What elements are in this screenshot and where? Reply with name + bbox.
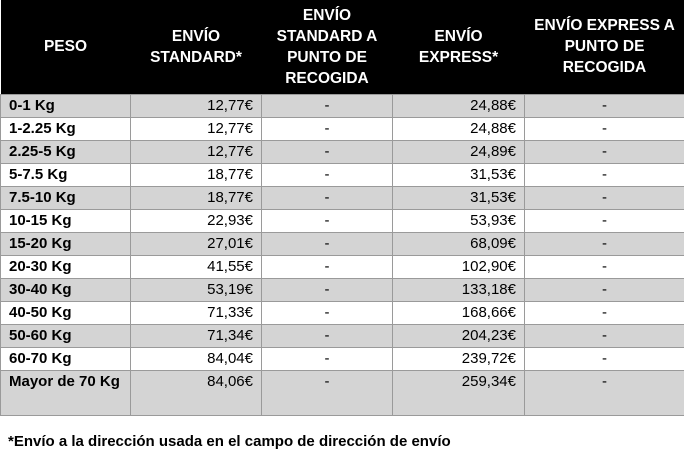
- cell-envio-standard-punto: -: [262, 255, 393, 278]
- table-row: [1, 278, 684, 301]
- cell-envio-standard: 84,04€: [131, 347, 262, 370]
- cell-envio-express-punto: -: [525, 324, 684, 347]
- cell-envio-standard-punto: -: [262, 186, 393, 209]
- cell-peso: 2.25-5 Kg: [1, 140, 131, 163]
- table-row: [1, 232, 684, 255]
- cell-envio-standard-punto: -: [262, 370, 393, 415]
- cell-envio-standard-punto: -: [262, 117, 393, 140]
- header-envio-express: ENVÍO EXPRESS*: [418, 27, 499, 66]
- table-row: [1, 370, 684, 415]
- table-row: [1, 140, 684, 163]
- cell-envio-standard: 18,77€: [131, 163, 262, 186]
- cell-envio-express-punto: -: [525, 301, 684, 324]
- table-body: [1, 94, 684, 415]
- cell-peso: Mayor de 70 Kg: [1, 370, 131, 415]
- table-row: [1, 117, 684, 140]
- table-row: [1, 94, 684, 117]
- cell-envio-express-punto: -: [525, 186, 684, 209]
- cell-envio-standard-punto: -: [262, 301, 393, 324]
- cell-envio-express: 68,09€: [393, 232, 525, 255]
- cell-peso: 10-15 Kg: [1, 209, 131, 232]
- table-row: [1, 324, 684, 347]
- cell-envio-standard-punto: -: [262, 232, 393, 255]
- header-peso: PESO: [43, 38, 88, 56]
- table-row: [1, 209, 684, 232]
- cell-envio-standard: 27,01€: [131, 232, 262, 255]
- cell-envio-express-punto: -: [525, 370, 684, 415]
- cell-envio-express-punto: -: [525, 209, 684, 232]
- cell-envio-express-punto: -: [525, 140, 684, 163]
- cell-envio-express: 239,72€: [393, 347, 525, 370]
- cell-envio-standard: 41,55€: [131, 255, 262, 278]
- cell-envio-express: 31,53€: [393, 163, 525, 186]
- cell-envio-standard: 71,33€: [131, 301, 262, 324]
- cell-peso: 30-40 Kg: [1, 278, 131, 301]
- cell-envio-express: 53,93€: [393, 209, 525, 232]
- cell-peso: 7.5-10 Kg: [1, 186, 131, 209]
- cell-envio-express: 168,66€: [393, 301, 525, 324]
- cell-envio-express-punto: -: [525, 255, 684, 278]
- cell-peso: 15-20 Kg: [1, 232, 131, 255]
- cell-envio-standard: 12,77€: [131, 94, 262, 117]
- cell-peso: 0-1 Kg: [1, 94, 131, 117]
- table-row: [1, 347, 684, 370]
- cell-envio-express-punto: -: [525, 278, 684, 301]
- table-row: [1, 255, 684, 278]
- cell-peso: 40-50 Kg: [1, 301, 131, 324]
- cell-envio-standard: 12,77€: [131, 140, 262, 163]
- table-row: [1, 163, 684, 186]
- cell-envio-standard-punto: -: [262, 209, 393, 232]
- table-header: [1, 0, 684, 94]
- cell-envio-express: 24,88€: [393, 94, 525, 117]
- cell-peso: 20-30 Kg: [1, 255, 131, 278]
- cell-envio-express-punto: -: [525, 347, 684, 370]
- cell-envio-express: 24,89€: [393, 140, 525, 163]
- cell-envio-standard: 53,19€: [131, 278, 262, 301]
- header-row: [1, 0, 684, 94]
- cell-envio-express-punto: -: [525, 117, 684, 140]
- cell-envio-standard: 71,34€: [131, 324, 262, 347]
- cell-envio-express: 133,18€: [393, 278, 525, 301]
- cell-envio-express-punto: -: [525, 94, 684, 117]
- cell-envio-express: 204,23€: [393, 324, 525, 347]
- table-row: [1, 301, 684, 324]
- cell-envio-standard-punto: -: [262, 324, 393, 347]
- cell-peso: 5-7.5 Kg: [1, 163, 131, 186]
- cell-envio-standard: 84,06€: [131, 370, 262, 415]
- cell-envio-standard-punto: -: [262, 347, 393, 370]
- cell-envio-express-punto: -: [525, 163, 684, 186]
- table-row: [1, 186, 684, 209]
- cell-envio-standard: 22,93€: [131, 209, 262, 232]
- cell-envio-standard-punto: -: [262, 140, 393, 163]
- cell-envio-express: 31,53€: [393, 186, 525, 209]
- cell-envio-express: 102,90€: [393, 255, 525, 278]
- cell-peso: 60-70 Kg: [1, 347, 131, 370]
- footnote: *Envío a la dirección usada en el campo de dirección de envío: [8, 433, 451, 450]
- header-envio-standard: ENVÍO STANDARD*: [150, 27, 242, 66]
- cell-envio-express: 24,88€: [393, 117, 525, 140]
- header-envio-express-punto: ENVÍO EXPRESS A PUNTO DE RECOGIDA: [534, 17, 675, 77]
- cell-envio-standard-punto: -: [262, 94, 393, 117]
- cell-peso: 1-2.25 Kg: [1, 117, 131, 140]
- header-envio-standard-punto: ENVÍO STANDARD A PUNTO DE RECOGIDA: [276, 6, 378, 87]
- cell-envio-standard-punto: -: [262, 278, 393, 301]
- cell-envio-standard: 18,77€: [131, 186, 262, 209]
- cell-envio-express: 259,34€: [393, 370, 525, 415]
- cell-envio-standard: 12,77€: [131, 117, 262, 140]
- cell-envio-standard-punto: -: [262, 163, 393, 186]
- cell-peso: 50-60 Kg: [1, 324, 131, 347]
- cell-envio-express-punto: -: [525, 232, 684, 255]
